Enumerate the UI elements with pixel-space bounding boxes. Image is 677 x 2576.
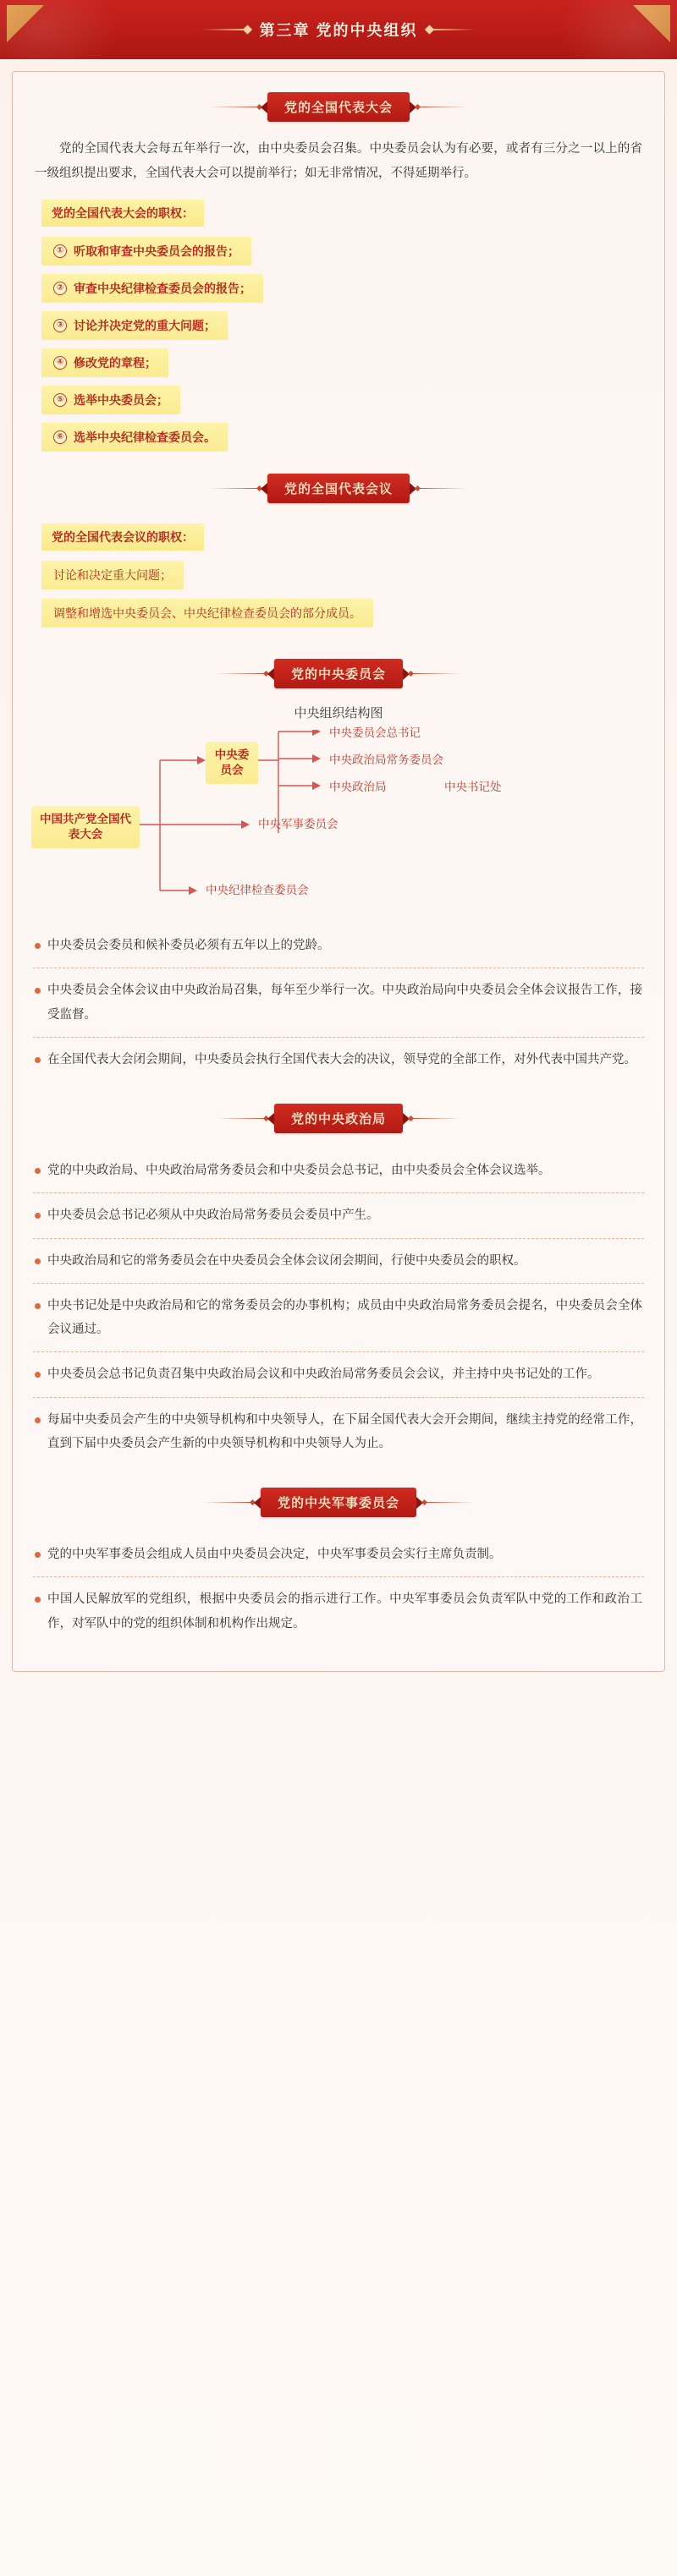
statement-item: 调整和增选中央委员会、中央纪律检查委员会的部分成员。	[41, 599, 373, 628]
bullet-dot-icon	[35, 943, 41, 949]
bullet-dot-icon	[35, 1597, 41, 1603]
page-title: 第三章 党的中央组织	[259, 22, 418, 39]
bullet-text: 中央委员会全体会议由中央政治局召集，每年至少举行一次。中央政治局向中央委员会全体会议报告工作，接受监督。	[47, 984, 642, 1022]
org-node-general-secretary: 中央委员会总书记	[329, 726, 421, 739]
bullet-dot-icon	[35, 1552, 41, 1558]
bullet-dot-icon	[35, 1057, 41, 1063]
bullet-dot-icon	[35, 1303, 41, 1309]
list-item-label: 听取和审查中央委员会的报告；	[74, 244, 239, 258]
bullet-list-cmc	[33, 1532, 644, 1646]
org-chart	[31, 726, 646, 912]
bullet-text: 党的中央军事委员会组成人员由中央委员会决定，中央军事委员会实行主席负责制。	[47, 1548, 502, 1562]
section-header-national-congress	[31, 92, 646, 122]
section-title: 党的中央委员会	[274, 659, 403, 688]
section-title: 党的中央政治局	[274, 1104, 403, 1133]
bullet-list-central-committee	[33, 924, 644, 1082]
header-ribbon	[274, 659, 403, 688]
section-title: 党的全国代表大会	[267, 92, 410, 122]
header-rule-left-icon	[210, 488, 259, 489]
list-number-badge: ⑥	[53, 430, 67, 444]
bullet-item	[33, 1532, 644, 1577]
header-ribbon	[261, 1488, 416, 1517]
bullet-text: 中央书记处是中央政治局和它的常务委员会的办事机构；成员由中央政治局常务委员会提名，中央委员会全体会议通过。	[47, 1298, 642, 1337]
bullet-dot-icon	[35, 1417, 41, 1423]
org-node-cdic: 中央纪律检查委员会	[206, 884, 309, 896]
bullet-item	[33, 1284, 644, 1353]
bullet-item	[33, 968, 644, 1038]
bullet-text: 每届中央委员会产生的中央领导机构和中央领导人，在下届全国代表大会开会期间，继续主持党的经常工作，直到下届中央委员会产生新的中央领导机构和中央领导人为止。	[47, 1412, 642, 1450]
header-ribbon	[267, 92, 410, 122]
org-chart-title: 中央组织结构图	[294, 706, 383, 721]
section-header-central-committee	[31, 659, 646, 688]
header-rule-right-icon	[425, 1502, 474, 1503]
bullet-item	[33, 1193, 644, 1238]
header-rule-left-icon	[203, 1502, 252, 1503]
bullet-dot-icon	[35, 1213, 41, 1219]
header-rule-right-icon	[411, 673, 460, 674]
bullet-text: 中央委员会总书记必须从中央政治局常务委员会委员中产生。	[47, 1209, 379, 1223]
header-rule-right-icon	[411, 1118, 460, 1119]
bullet-text: 党的中央政治局、中央政治局常务委员会和中央委员会总书记，由中央委员会全体会议选举。	[47, 1164, 551, 1178]
bullet-item	[33, 1038, 644, 1082]
header-rule-left-icon	[217, 673, 266, 674]
bullet-item	[33, 1148, 644, 1193]
paragraph: 党的全国代表大会每五年举行一次，由中央委员会召集。中央委员会认为有必要，或者有三分之一以上的省一级组织提出要求，全国代表大会可以提前举行；如无非常情况，不得延期举行。	[35, 142, 642, 180]
org-node-central-committee: 中央委员会	[206, 742, 258, 784]
bullet-list-politburo	[33, 1148, 644, 1466]
list-item	[41, 237, 251, 266]
subsection-title: 党的全国代表会议的职权：	[41, 523, 204, 551]
bullet-item	[33, 1577, 644, 1646]
header-rule-right-icon	[418, 488, 467, 489]
statement-item: 讨论和决定重大问题；	[41, 561, 184, 589]
bullet-text: 中央委员会总书记负责召集中央政治局会议和中央政治局常务委员会会议，并主持中央书记处的工作。	[47, 1367, 600, 1382]
list-number-badge: ③	[53, 319, 67, 332]
org-node-cmc: 中央军事委员会	[258, 818, 338, 830]
bullet-text: 中国人民解放军的党组织，根据中央委员会的指示进行工作。中央军事委员会负责军队中党的工作和政治工作，对军队中的党的组织体制和机构作出规定。	[47, 1592, 642, 1631]
banner-inner	[201, 19, 475, 41]
bullet-text: 中央政治局和它的常务委员会在中央委员会全体会议闭会期间，行使中央委员会的职权。	[47, 1253, 526, 1268]
bullet-item	[33, 1239, 644, 1284]
bullet-text: 在全国代表大会闭会期间，中央委员会执行全国代表大会的决议，领导党的全部工作，对外代表中国共产党。	[47, 1052, 636, 1066]
org-node-root: 中国共产党全国代表大会	[31, 806, 140, 848]
list-number-badge: ⑤	[53, 393, 67, 407]
header-ribbon	[267, 474, 410, 503]
list-item	[41, 386, 180, 414]
section-title: 党的全国代表会议	[267, 474, 410, 503]
list-item	[41, 348, 168, 377]
bullet-item	[33, 1398, 644, 1466]
org-node-politburo: 中央政治局	[329, 781, 387, 793]
list-item-label: 审查中央纪律检查委员会的报告；	[74, 282, 251, 295]
banner-ornament-left-icon	[201, 29, 247, 30]
banner-corner-left-icon	[7, 5, 44, 42]
list-item-label: 修改党的章程；	[74, 356, 157, 370]
bullet-item	[33, 1352, 644, 1397]
org-node-psc: 中央政治局常务委员会	[329, 754, 443, 766]
header-rule-left-icon	[217, 1118, 266, 1119]
bullet-dot-icon	[35, 1372, 41, 1378]
list-item-label: 讨论并决定党的重大问题；	[74, 319, 216, 332]
header-ribbon	[274, 1104, 403, 1133]
bullet-item	[33, 924, 644, 968]
content-frame	[12, 71, 665, 1672]
list-item	[41, 274, 263, 303]
section-header-national-conference	[31, 474, 646, 503]
list-item-label: 选举中央纪律检查委员会。	[74, 430, 216, 444]
bullet-dot-icon	[35, 1258, 41, 1264]
list-item-label: 选举中央委员会；	[74, 393, 168, 407]
duties-list	[41, 237, 646, 452]
section-header-cmc	[31, 1488, 646, 1517]
bullet-text: 中央委员会委员和候补委员必须有五年以上的党龄。	[47, 939, 330, 952]
page-banner	[0, 0, 677, 59]
banner-corner-right-icon	[633, 5, 670, 42]
section-header-politburo	[31, 1104, 646, 1133]
banner-ornament-right-icon	[430, 29, 476, 30]
bullet-dot-icon	[35, 1168, 41, 1174]
list-number-badge: ④	[53, 356, 67, 370]
list-number-badge: ②	[53, 282, 67, 295]
subsection-title: 党的全国代表大会的职权：	[41, 200, 204, 227]
list-item	[41, 311, 228, 340]
bullet-dot-icon	[35, 988, 41, 994]
list-number-badge: ①	[53, 244, 67, 258]
list-item	[41, 423, 228, 452]
section-title: 党的中央军事委员会	[261, 1488, 416, 1517]
org-node-secretariat: 中央书记处	[444, 781, 502, 793]
